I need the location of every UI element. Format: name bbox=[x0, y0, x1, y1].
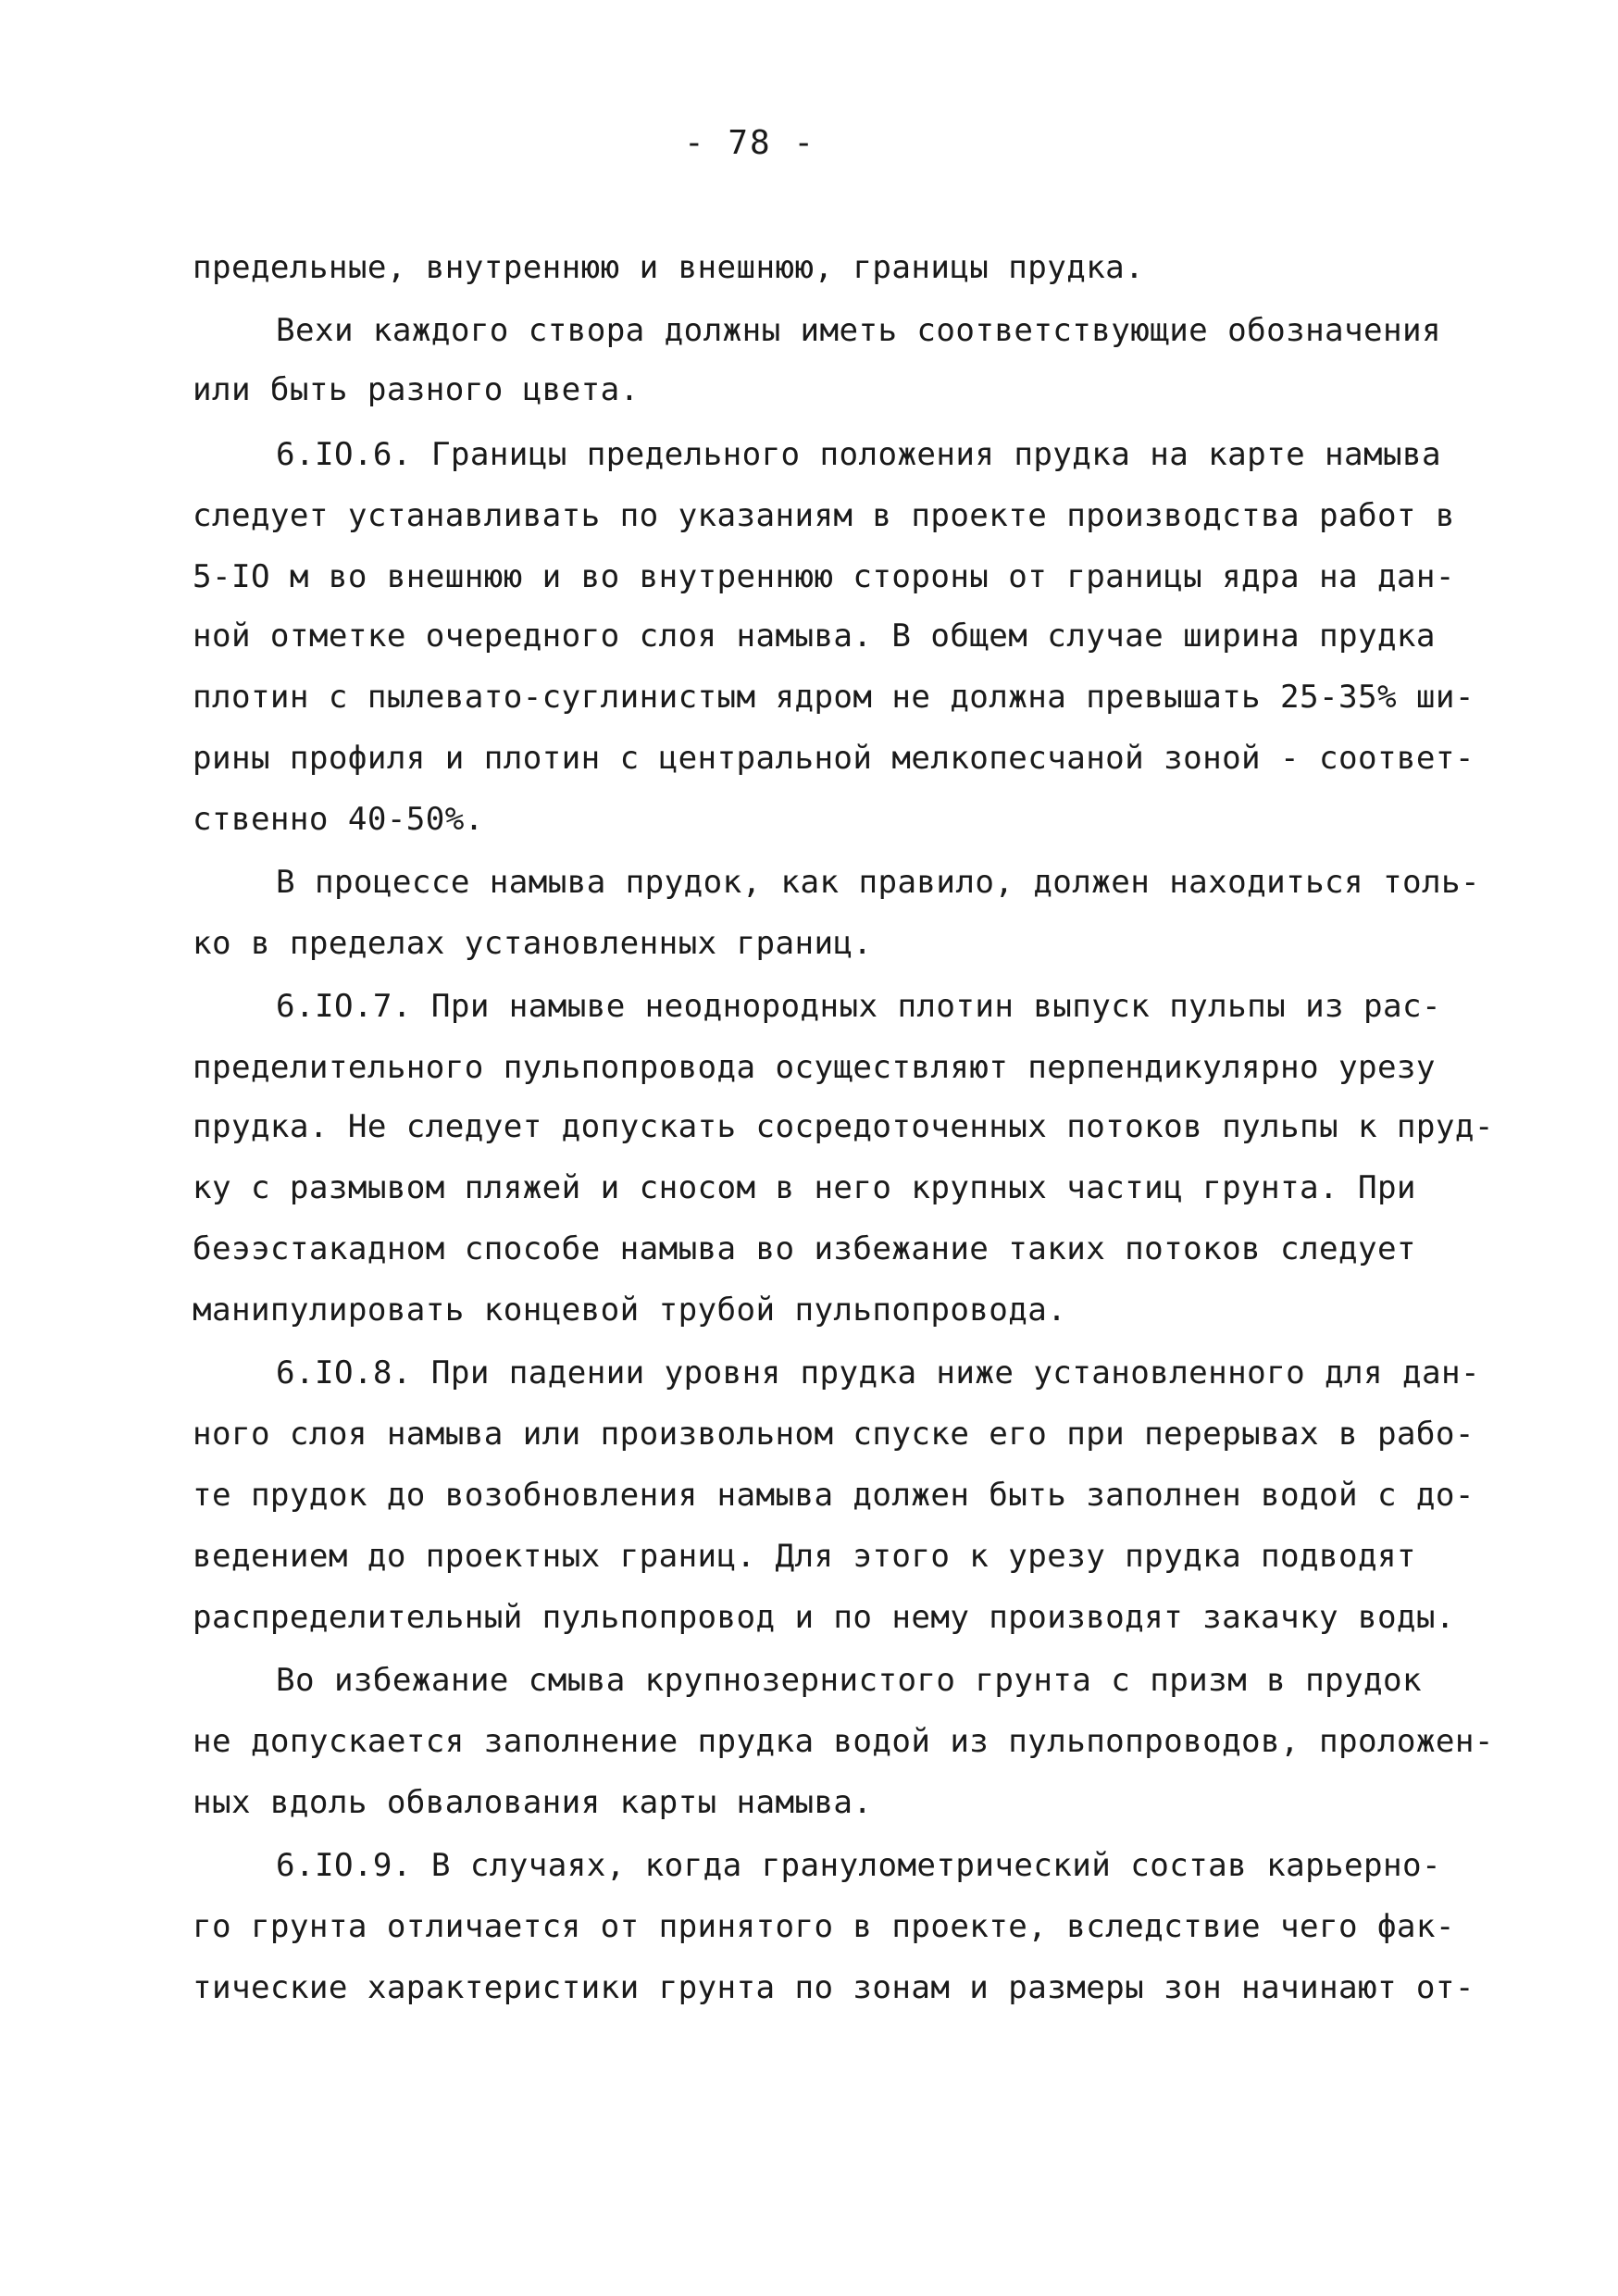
text-line: В процессе намыва прудок, как правило, должен находиться толь- bbox=[276, 864, 1480, 901]
text-line: ственно 40-50%. bbox=[193, 801, 484, 838]
text-line: ку с размывом пляжей и сносом в него крупных частиц грунта. При bbox=[193, 1169, 1416, 1206]
text-line: манипулировать концевой трубой пульпопровода. bbox=[193, 1292, 1067, 1329]
text-line: го грунта отличается от принятого в проекте, вследствие чего фак- bbox=[193, 1908, 1455, 1945]
text-line: ведением до проектных границ. Для этого к урезу прудка подводят bbox=[193, 1538, 1416, 1575]
text-line: распределительный пульпопровод и по нему производят закачку воды. bbox=[193, 1599, 1455, 1636]
text-line: ных вдоль обвалования карты намыва. bbox=[193, 1784, 873, 1821]
text-line: не допускается заполнение прудка водой из пульпопроводов, проложен- bbox=[193, 1723, 1494, 1760]
text-line: рины профиля и плотин с центральной мелкопесчаной зоной - соответ- bbox=[193, 740, 1475, 777]
text-line: 5-IO м во внешнюю и во внутреннюю стороны от границы ядра на дан- bbox=[193, 558, 1455, 595]
text-line: ко в пределах установленных границ. bbox=[193, 925, 873, 962]
text-line: предельные, внутреннюю и внешнюю, границы прудка. bbox=[193, 249, 1145, 286]
text-line: тические характеристики грунта по зонам и размеры зон начинают от- bbox=[193, 1969, 1475, 2006]
text-line: 6.IO.8. При падении уровня прудка ниже установленного для дан- bbox=[276, 1354, 1480, 1391]
text-line: 6.IO.7. При намыве неоднородных плотин выпуск пульпы из рас- bbox=[276, 988, 1441, 1025]
text-line: ной отметке очередного слоя намыва. В общем случае ширина прудка bbox=[193, 618, 1436, 655]
text-line: плотин с пылевато-суглинистым ядром не должна превышать 25-35% ши- bbox=[193, 679, 1475, 716]
text-line: те прудок до возобновления намыва должен быть заполнен водой с до- bbox=[193, 1477, 1475, 1514]
page-number: - 78 - bbox=[683, 124, 816, 162]
text-line: пределительного пульпопровода осуществляют перпендикулярно урезу bbox=[193, 1049, 1436, 1086]
text-line: беээстакадном способе намыва во избежание таких потоков следует bbox=[193, 1230, 1416, 1267]
text-line: или быть разного цвета. bbox=[193, 371, 640, 408]
text-line: следует устанавливать по указаниям в проекте производства работ в bbox=[193, 497, 1455, 534]
text-line: прудка. Не следует допускать сосредоточенных потоков пульпы к пруд- bbox=[193, 1108, 1494, 1145]
text-line: ного слоя намыва или произвольном спуске его при перерывах в рабо- bbox=[193, 1416, 1475, 1453]
text-line: 6.IO.6. Границы предельного положения прудка на карте намыва bbox=[276, 436, 1441, 473]
text-line: 6.IO.9. В случаях, когда гранулометрический состав карьерно- bbox=[276, 1847, 1441, 1884]
text-line: Вехи каждого створа должны иметь соответствующие обозначения bbox=[276, 312, 1441, 349]
text-line: Во избежание смыва крупнозернистого грунта с призм в прудок bbox=[276, 1662, 1422, 1699]
